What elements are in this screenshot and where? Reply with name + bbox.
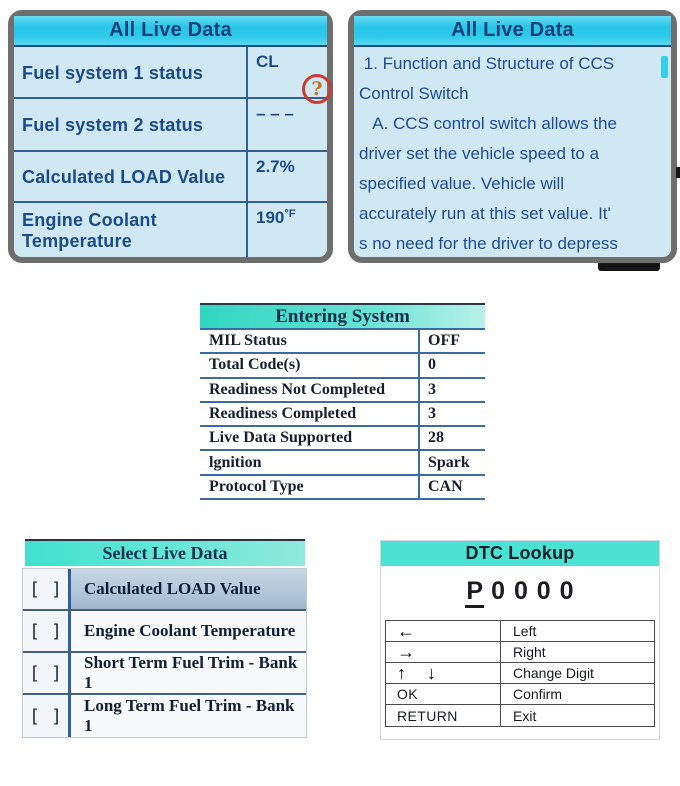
scrollbar-thumb[interactable] [661, 56, 668, 78]
live-data-label: Fuel system 1 status [14, 47, 248, 97]
help-text-line: Control Switch [359, 84, 469, 103]
table-title: Entering System [275, 305, 410, 327]
help-text-line: driver set the vehicle speed to a [359, 144, 600, 163]
checkbox-brackets[interactable]: [ ] [23, 653, 68, 693]
screen-title: All Live Data [451, 19, 574, 41]
entering-system-table [200, 303, 485, 500]
help-text-line: accurately run at this set value. It' [359, 204, 611, 223]
entering-system-row [200, 403, 485, 427]
live-data-row [14, 47, 327, 99]
dtc-code-prefix: P [465, 577, 484, 608]
live-data-rows [14, 47, 327, 257]
dtc-code-display[interactable] [381, 577, 659, 606]
entering-system-rows [200, 330, 485, 500]
live-data-value [248, 152, 327, 201]
screen-title: All Live Data [109, 19, 232, 41]
live-data-row [14, 203, 327, 257]
arrow-key-icon: ↑ ↓ [386, 663, 501, 683]
question-mark: ? [311, 78, 323, 100]
entering-system-header [200, 303, 485, 330]
live-data-label: Calculated LOAD Value [14, 152, 248, 201]
select-live-data-header [25, 539, 305, 566]
key-legend-row [386, 663, 654, 684]
help-text-line: 1. Function and Structure of CCS [359, 54, 615, 73]
list-item[interactable] [23, 653, 306, 695]
key-name: RETURN [386, 705, 501, 726]
entering-system-value: 3 [428, 405, 436, 423]
entering-system-label: Protocol Type [200, 476, 420, 498]
entering-system-value: OFF [428, 332, 460, 350]
list-item-label: Short Term Fuel Trim - Bank 1 [68, 653, 306, 693]
select-live-data-list [22, 568, 307, 738]
live-data-label: Fuel system 2 status [14, 99, 248, 150]
checkbox-brackets[interactable]: [ ] [23, 611, 68, 651]
help-text-line: specified value. Vehicle will [359, 174, 565, 193]
live-data-text-screen [348, 10, 677, 263]
key-legend-row [386, 621, 654, 642]
entering-system-label: lgnition [200, 451, 420, 473]
arrow-key-icon: ← [386, 621, 501, 641]
entering-system-label: Live Data Supported [200, 427, 420, 449]
list-item[interactable] [23, 611, 306, 653]
help-text-line: A. CCS control switch allows the [359, 114, 617, 133]
dtc-code-digits: 0 0 0 0 [491, 577, 575, 605]
live-data-value-text: 190 [256, 208, 285, 227]
dtc-lookup-panel [380, 540, 660, 740]
live-data-row [14, 152, 327, 203]
entering-system-label: Readiness Not Completed [200, 379, 420, 401]
help-question-icon[interactable] [302, 74, 332, 104]
key-action-label: Confirm [513, 686, 563, 702]
key-action-label: Change Digit [513, 665, 594, 681]
help-text-line: s no need for the driver to depress [359, 234, 618, 253]
dtc-key-legend-table [385, 620, 655, 727]
panel-edge-tick [676, 167, 680, 178]
checkbox-brackets[interactable]: [ ] [23, 695, 68, 737]
key-legend-row [386, 684, 654, 705]
checkbox-brackets[interactable]: [ ] [23, 569, 68, 609]
entering-system-row [200, 427, 485, 451]
help-text-body [354, 47, 671, 259]
entering-system-label: Readiness Completed [200, 403, 420, 425]
live-data-unit: °F [284, 208, 296, 220]
key-name: OK [386, 684, 501, 704]
select-live-data-panel [22, 539, 307, 738]
entering-system-row [200, 379, 485, 403]
list-item[interactable] [23, 569, 306, 611]
entering-system-value: Spark [428, 453, 470, 471]
entering-system-row [200, 354, 485, 378]
dtc-lookup-header [381, 541, 659, 566]
entering-system-row [200, 330, 485, 354]
live-data-value [248, 203, 327, 257]
arrow-key-icon: → [386, 642, 501, 662]
panel-title: DTC Lookup [465, 543, 575, 563]
live-data-value-text: CL [256, 52, 279, 71]
entering-system-value: 0 [428, 356, 436, 374]
entering-system-value: 28 [428, 429, 444, 447]
key-action-label: Left [513, 623, 537, 639]
list-item[interactable] [23, 695, 306, 737]
live-data-label: Engine Coolant Temperature [14, 203, 248, 257]
live-data-value [248, 99, 327, 150]
entering-system-row [200, 451, 485, 475]
live-data-row [14, 99, 327, 152]
screen-title-bar [354, 16, 671, 47]
list-item-label: Long Term Fuel Trim - Bank 1 [68, 695, 306, 737]
live-data-table-screen [8, 10, 333, 263]
panel-title: Select Live Data [102, 543, 228, 563]
live-data-value-text: – – – [256, 104, 294, 123]
entering-system-row [200, 476, 485, 500]
live-data-value-text: 2.7% [256, 157, 295, 176]
entering-system-value: 3 [428, 380, 436, 398]
key-legend-row [386, 705, 654, 726]
list-item-label: Calculated LOAD Value [68, 569, 306, 609]
key-action-label: Right [513, 644, 546, 660]
entering-system-label: Total Code(s) [200, 354, 420, 376]
key-action-label: Exit [513, 707, 537, 724]
entering-system-label: MIL Status [200, 330, 420, 352]
screen-title-bar [14, 16, 327, 47]
key-legend-row [386, 642, 654, 663]
list-item-label: Engine Coolant Temperature [68, 611, 306, 651]
entering-system-value: CAN [428, 477, 463, 495]
